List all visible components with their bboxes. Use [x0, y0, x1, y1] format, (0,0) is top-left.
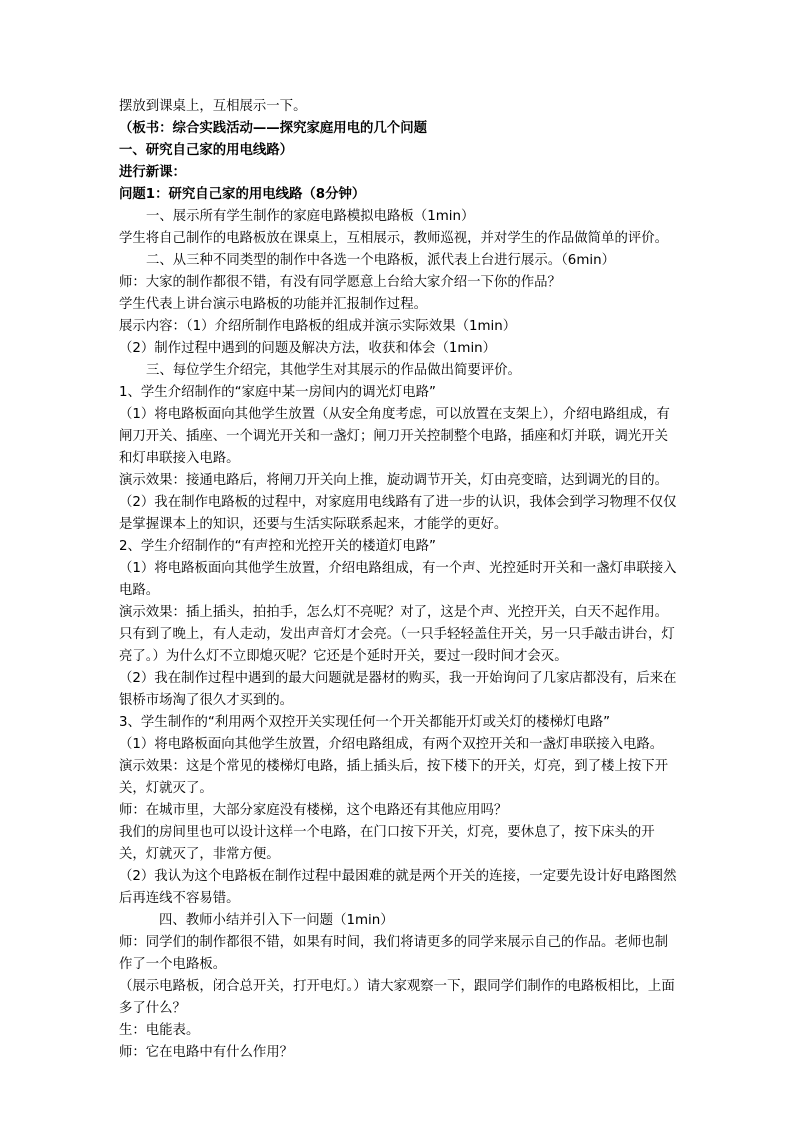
paragraph: （2）我在制作电路板的过程中，对家庭用电线路有了进一步的认识，我体会到学习物理不仅仅是掌握课本上的知识，还要与生活实际联系起来，才能学的更好。: [119, 495, 677, 532]
document-page: [119, 96, 679, 1064]
step-heading: 三、每位学生介绍完，其他学生对其展示的作品做出简要评价。: [146, 363, 521, 378]
step-heading: 二、从三种不同类型的制作中各选一个电路板，派代表上台进行展示。（6min）: [146, 253, 615, 268]
subheading: 1、学生介绍制作的“家庭中某一房间内的调光灯电路”: [119, 385, 436, 400]
problem-heading: 问题1：研究自己家的用电线路（8分钟）: [119, 187, 366, 202]
paragraph: 生：电能表。: [119, 1023, 200, 1038]
paragraph: （2）我在制作过程中遇到的最大问题就是器材的购买，我一开始询问了几家店都没有，后来在银桥市场淘了很久才买到的。: [119, 671, 677, 708]
paragraph: （展示电路板，闭合总开关，打开电灯。）请大家观察一下，跟同学们制作的电路板相比，上面多了什么？: [119, 979, 675, 1016]
paragraph: （1）将电路板面向其他学生放置（从安全角度考虑，可以放置在支架上），介绍电路组成，有闸刀开关、插座、一个调光开关和一盏灯；闸刀开关控制整个电路，插座和灯并联，调光开关和灯串联接入电路。: [119, 407, 670, 466]
paragraph: 演示效果：接通电路后，将闸刀开关向上推，旋动调节开关，灯由亮变暗，达到调光的目的。: [119, 473, 669, 488]
paragraph: （2）我认为这个电路板在制作过程中最困难的就是两个开关的连接，一定要先设计好电路图然后再连线不容易错。: [119, 869, 677, 906]
paragraph: 演示效果：插上插头，拍拍手，怎么灯不亮呢？对了，这是个声、光控开关，白天不起作用。只有到了晚上，有人走动，发出声音灯才会亮。（一只手轻轻盖住开关，另一只手敲击讲台，灯亮了。）为什么灯不立即熄灭呢？它还是个延时开关，要过一段时间才会灭。: [119, 605, 675, 664]
section-heading: 进行新课：: [119, 165, 186, 180]
paragraph: 我们的房间里也可以设计这样一个电路，在门口按下开关，灯亮，要休息了，按下床头的开关，灯就灭了，非常方便。: [119, 825, 655, 862]
display-content-item: 展示内容：（1）介绍所制作电路板的组成并演示实际效果（1min）: [119, 319, 517, 334]
paragraph: （1）将电路板面向其他学生放置，介绍电路组成，有两个双控开关和一盏灯串联接入电路。: [119, 737, 664, 752]
step-heading: 一、展示所有学生制作的家庭电路模拟电路板（1min）: [146, 209, 475, 224]
step-heading: 四、教师小结并引入下一问题（1min）: [159, 913, 394, 928]
paragraph: 学生代表上讲台演示电路板的功能并汇报制作过程。: [119, 297, 427, 312]
board-writing-title: （板书：综合实践活动——探究家庭用电的几个问题: [119, 121, 427, 136]
display-content-item: （2）制作过程中遇到的问题及解决方法，收获和体会（1min）: [119, 341, 497, 356]
subheading: 3、学生制作的“利用两个双控开关实现任何一个开关都能开灯或关灯的楼梯灯电路”: [119, 715, 611, 730]
paragraph: 师：同学们的制作都很不错，如果有时间，我们将请更多的同学来展示自己的作品。老师也制作了一个电路板。: [119, 935, 669, 972]
subheading: 2、学生介绍制作的“有声控和光控开关的楼道灯电路”: [119, 539, 436, 554]
paragraph: （1）将电路板面向其他学生放置，介绍电路组成，有一个声、光控延时开关和一盏灯串联接入电路。: [119, 561, 677, 598]
paragraph: 师：在城市里，大部分家庭没有楼梯，这个电路还有其他应用吗？: [119, 803, 508, 818]
paragraph: 学生将自己制作的电路板放在课桌上，互相展示，教师巡视，并对学生的作品做简单的评价。: [119, 231, 669, 246]
paragraph: 师：大家的制作都很不错，有没有同学愿意上台给大家介绍一下你的作品？: [119, 275, 561, 290]
paragraph: 演示效果：这是个常见的楼梯灯电路，插上插头后，按下楼下的开关，灯亮，到了楼上按下开关，灯就灭了。: [119, 759, 669, 796]
board-writing-subtitle: 一、研究自己家的用电线路）: [119, 143, 294, 158]
paragraph: 摆放到课桌上，互相展示一下。: [119, 99, 307, 114]
paragraph: 师：它在电路中有什么作用？: [119, 1045, 294, 1060]
